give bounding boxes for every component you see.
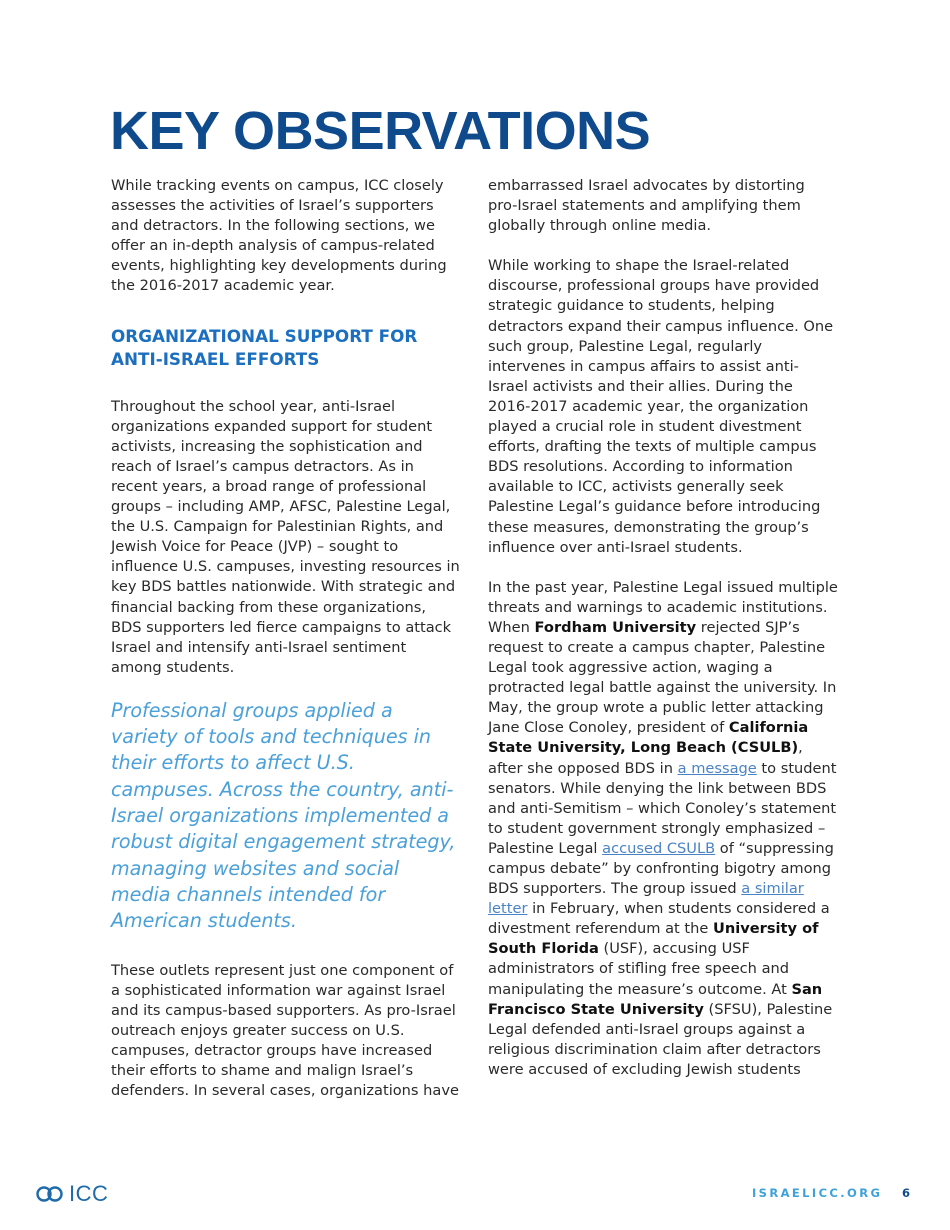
link-a-message[interactable]: a message (677, 759, 757, 777)
intro-paragraph: While tracking events on campus, ICC closely assesses the activities of Israel’s supporters and detractors. In the following sections, we offer an in-depth analysis of campus-related events, highlighting key developments during the 2016-2017 academic year. (111, 177, 447, 295)
link-a-similar-letter[interactable]: a similar letter (488, 880, 804, 918)
body-paragraph: embarrassed Israel advocates by distorting pro-Israel statements and amplifying them globally through online media. (488, 177, 805, 235)
institution-fordham: Fordham University (534, 618, 697, 636)
text-run: of “suppressing campus debate” by confronting bigotry among BDS supporters. The group issued (488, 839, 834, 898)
body-paragraph: While working to shape the Israel-related discourse, professional groups have provided strategic guidance to students, helping detractors expand their campus influence. One such group, Palestine Legal, regularly intervenes in campus affairs to assist anti-Israel activists and their allies. During the 2016-2017 academic year, the organization played a crucial role in student divestment efforts, drafting the texts of multiple campus BDS resolutions. According to information available to ICC, activists generally seek Palestine Legal’s guidance before introducing these measures, demonstrating the group’s influence over anti-Israel students. (488, 257, 834, 556)
text-run: to student senators. While denying the link between BDS and anti-Semitism – which Conoley’s statement to student government strongly emphasized – Palestine Legal (488, 759, 837, 857)
page-title: KEY OBSERVATIONS (110, 101, 651, 161)
body-paragraph: These outlets represent just one component of a sophisticated information war against Israel and its campus-based supporters. As pro-Israel outreach enjoys greater success on U.S. campuses, detractor groups have increased their efforts to shame and malign Israel’s defenders. In several cases, organizations have (111, 961, 459, 1100)
institution-sfsu: San Francisco State University (488, 980, 823, 1018)
institution-usf: University of South Florida (488, 920, 819, 958)
body-paragraph (488, 578, 838, 1080)
icc-logo-icon (35, 1185, 65, 1203)
logo-text: ICC (69, 1181, 109, 1206)
text-run: in February, when students considered a divestment referendum at the (488, 900, 830, 938)
right-column (488, 176, 838, 1080)
text-run: rejected SJP’s request to create a campus chapter, Palestine Legal took aggressive action, waging a protracted legal battle against the university. In May, the group wrote a public letter attacking Jane Close Conoley, president of (488, 618, 837, 737)
text-run: , after she opposed BDS in (488, 739, 803, 777)
text-run: (USF), accusing USF administrators of stifling free speech and manipulating the measure’s outcome. At (488, 940, 792, 998)
page-number: 6 (902, 1186, 911, 1200)
pull-quote: Professional groups applied a variety of tools and techniques in their efforts to affect U.S. campuses. Across the country, anti-Israel organizations implemented a robust digital engagement strategy, managing websites and social media channels intended for American students. (111, 698, 456, 933)
icc-logo (35, 1181, 108, 1207)
institution-csulb: California State University, Long Beach (CSULB) (488, 719, 809, 757)
text-run: (SFSU), Palestine Legal defended anti-Israel groups against a religious discrimination claim after detractors were accused of excluding Jewish students (488, 1000, 833, 1078)
link-accused-csulb[interactable]: accused CSULB (602, 839, 716, 857)
left-column (111, 176, 461, 1101)
section-heading: ORGANIZATIONAL SUPPORT FOR ANTI-ISRAEL EFFORTS (111, 325, 418, 369)
body-paragraph: Throughout the school year, anti-Israel organizations expanded support for student activists, increasing the sophistication and reach of Israel’s campus detractors. As in recent years, a broad range of professional groups – including AMP, AFSC, Palestine Legal, the U.S. Campaign for Palestinian Rights, and Jewish Voice for Peace (JVP) – sought to influence U.S. campuses, investing resources in key BDS battles nationwide. With strategic and financial backing from these organizations, BDS supporters led fierce campaigns to attack Israel and intensify anti-Israel sentiment among students. (111, 397, 460, 676)
text-run: In the past year, Palestine Legal issued multiple threats and warnings to academic institutions. When (488, 578, 838, 636)
footer-site-url: ISRAELICC.ORG (752, 1186, 883, 1200)
